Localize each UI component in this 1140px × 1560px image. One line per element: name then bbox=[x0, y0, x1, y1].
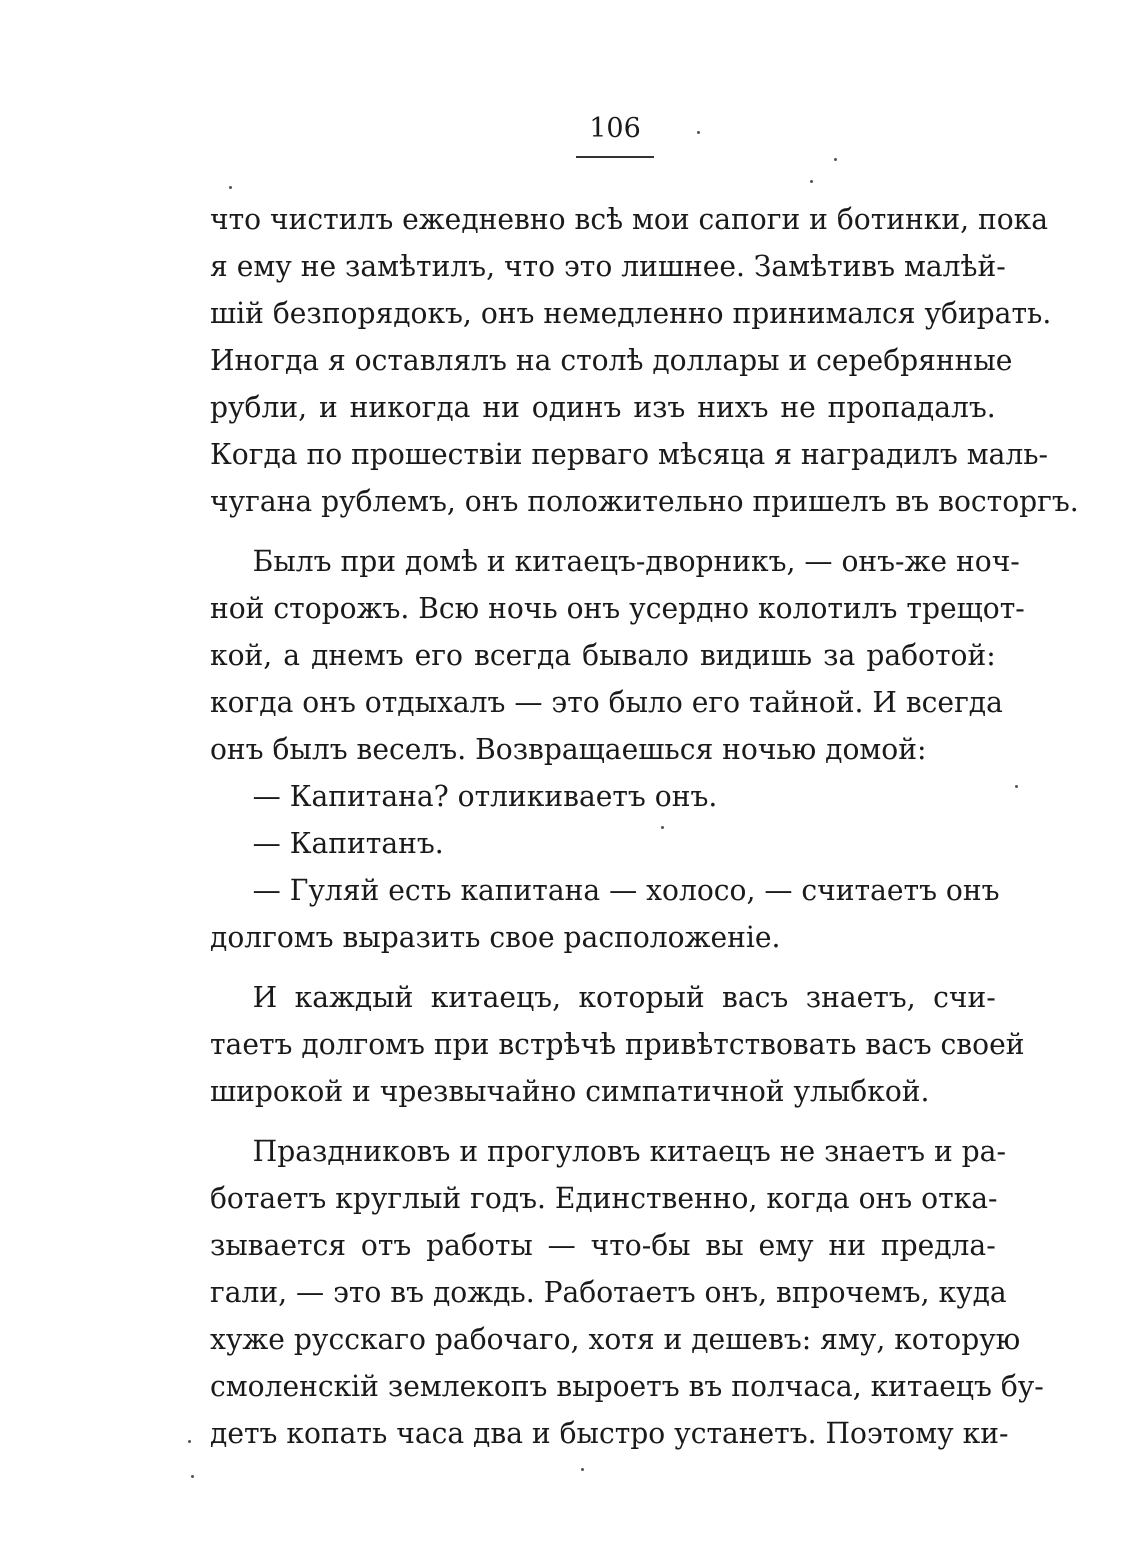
scan-speck bbox=[661, 826, 664, 829]
dialogue-line: — Капитана? отликиваетъ онъ. bbox=[252, 779, 718, 813]
paragraph bbox=[210, 773, 1020, 820]
paragraph bbox=[210, 820, 1020, 867]
text-line: Былъ при домѣ и китаецъ-дворникъ, — онъ-же ноч- bbox=[252, 544, 1020, 578]
paragraph bbox=[210, 538, 1025, 773]
scan-speck bbox=[697, 131, 700, 134]
paragraph bbox=[210, 1128, 1044, 1457]
text-line: кой, а днемъ его всегда бывало видишь за работой: bbox=[210, 638, 996, 672]
text-line: детъ копать часа два и быстро устанетъ. Поэтому ки- bbox=[210, 1416, 1009, 1450]
text-line: шій безпорядокъ, онъ немедленно принимался убирать. bbox=[210, 296, 1052, 330]
text-line: таетъ долгомъ при встрѣчѣ привѣтствовать васъ своей bbox=[210, 1027, 1025, 1061]
body-text bbox=[210, 196, 1079, 1457]
text-line: онъ былъ веселъ. Возвращаешься ночью домой: bbox=[210, 732, 927, 766]
scan-speck bbox=[810, 180, 813, 183]
text-line: что чистилъ ежедневно всѣ мои сапоги и ботинки, пока bbox=[210, 202, 1049, 236]
text-line: рубли, и никогда ни одинъ изъ нихъ не пропадалъ. bbox=[210, 390, 996, 424]
text-line: Когда по прошествіи перваго мѣсяца я наградилъ маль- bbox=[210, 437, 1049, 471]
text-line: смоленскій землекопъ выроетъ въ полчаса, китаецъ бу- bbox=[210, 1369, 1044, 1403]
scan-speck bbox=[188, 1440, 191, 1443]
paragraph bbox=[210, 974, 1025, 1115]
paragraph bbox=[210, 196, 1079, 525]
text-line: хуже русскаго рабочаго, хотя и дешевъ: яму, которую bbox=[210, 1322, 1021, 1356]
text-line: ной сторожъ. Всю ночь онъ усердно колотилъ трещот- bbox=[210, 591, 1025, 625]
text-line: когда онъ отдыхалъ — это было его тайной. И всегда bbox=[210, 685, 1003, 719]
text-line: широкой и чрезвычайно симпатичной улыбкой. bbox=[210, 1074, 930, 1108]
scan-speck bbox=[191, 1475, 194, 1478]
scan-speck bbox=[834, 158, 837, 161]
text-line: И каждый китаецъ, который васъ знаетъ, счи- bbox=[252, 980, 996, 1014]
text-line: Праздниковъ и прогуловъ китаецъ не знаетъ и ра- bbox=[252, 1134, 1006, 1168]
text-line: зывается отъ работы — что-бы вы ему ни предла- bbox=[210, 1228, 996, 1262]
scan-speck bbox=[1015, 785, 1018, 788]
paragraph bbox=[210, 867, 1020, 961]
scan-speck bbox=[581, 1468, 584, 1471]
dialogue-line: — Капитанъ. bbox=[252, 826, 444, 860]
scan-speck bbox=[229, 186, 232, 189]
dialogue-line: — Гуляй есть капитана — холосо, — считаетъ онъ bbox=[252, 873, 1000, 907]
header-rule bbox=[576, 156, 654, 158]
text-line: гали, — это въ дождь. Работаетъ онъ, впрочемъ, куда bbox=[210, 1275, 1007, 1309]
page-number: 106 bbox=[589, 113, 641, 144]
text-line: я ему не замѣтилъ, что это лишнее. Замѣтивъ малѣй- bbox=[210, 249, 1006, 283]
text-line: чугана рублемъ, онъ положительно пришелъ въ восторгъ. bbox=[210, 484, 1079, 518]
text-line: ботаетъ круглый годъ. Единственно, когда онъ отка- bbox=[210, 1181, 998, 1215]
text-line: долгомъ выразить свое расположеніе. bbox=[210, 920, 781, 954]
text-line: Иногда я оставлялъ на столѣ доллары и серебрянные bbox=[210, 343, 1013, 377]
